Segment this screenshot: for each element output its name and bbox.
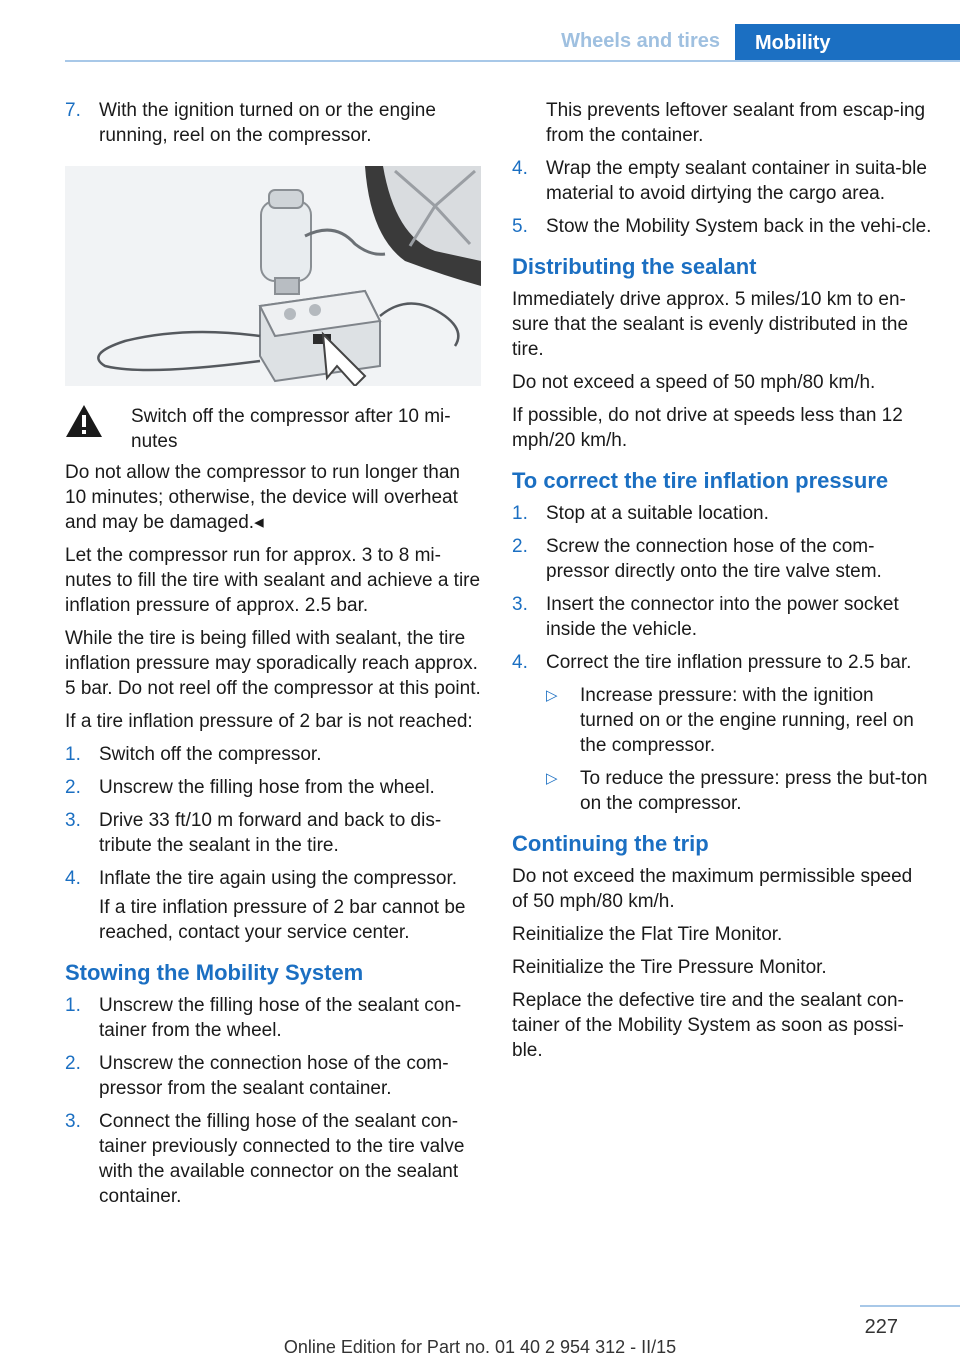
list-item bbox=[65, 1051, 481, 1101]
list-number: 2. bbox=[65, 1053, 81, 1074]
left-column bbox=[65, 98, 481, 1217]
list-item bbox=[512, 592, 932, 642]
list-number: 1. bbox=[65, 995, 81, 1016]
sub-list-item bbox=[546, 683, 932, 758]
list-number: 3. bbox=[65, 1111, 81, 1132]
footer-rule bbox=[860, 1305, 960, 1307]
list-text: With the ignition turned on or the engine running, reel on the compressor. bbox=[99, 100, 436, 146]
list-item bbox=[65, 808, 481, 858]
list-number: 4. bbox=[65, 868, 81, 889]
list-indent bbox=[512, 98, 546, 148]
list-text: Wrap the empty sealant container in suita-ble material to avoid dirtying the cargo area. bbox=[546, 158, 927, 204]
list-extra-text: If a tire inflation pressure of 2 bar cannot be reached, contact your service center. bbox=[99, 897, 466, 943]
sub-list-text: To reduce the pressure: press the but-ton on the compressor. bbox=[580, 768, 928, 814]
list-text: Unscrew the filling hose from the wheel. bbox=[99, 777, 435, 798]
paragraph: Replace the defective tire and the sealant con-tainer of the Mobility System as soon as possi-ble. bbox=[512, 990, 904, 1061]
list-item bbox=[512, 501, 932, 526]
list-item bbox=[512, 534, 932, 584]
paragraph: Reinitialize the Flat Tire Monitor. bbox=[512, 924, 783, 945]
paragraph: Do not exceed a speed of 50 mph/80 km/h. bbox=[512, 372, 876, 393]
paragraph: Immediately drive approx. 5 miles/10 km to en-sure that the sealant is evenly distributed in the tire. bbox=[512, 289, 909, 360]
list-item-body bbox=[99, 866, 481, 945]
list-item bbox=[65, 742, 481, 767]
numbered-list bbox=[65, 993, 481, 1209]
list-text: Drive 33 ft/10 m forward and back to dis-tribute the sealant in the tire. bbox=[99, 810, 442, 856]
paragraph: If possible, do not drive at speeds less than 12 mph/20 km/h. bbox=[512, 405, 903, 451]
heading-continuing: Continuing the trip bbox=[512, 831, 709, 856]
numbered-list bbox=[512, 501, 932, 816]
list-number: 1. bbox=[65, 744, 81, 765]
numbered-list bbox=[65, 742, 481, 945]
list-number: 3. bbox=[512, 594, 528, 615]
list-text: Stow the Mobility System back in the vehi-cle. bbox=[546, 216, 932, 237]
list-number: 2. bbox=[65, 777, 81, 798]
list-number: 4. bbox=[512, 158, 528, 179]
list-number: 4. bbox=[512, 652, 528, 673]
list-text: Unscrew the filling hose of the sealant con-tainer from the wheel. bbox=[99, 995, 462, 1041]
list-text: Stop at a suitable location. bbox=[546, 503, 769, 524]
heading-distributing: Distributing the sealant bbox=[512, 254, 757, 279]
list-item-body bbox=[546, 650, 932, 816]
list-text: Switch off the compressor. bbox=[99, 744, 322, 765]
warning-triangle-icon bbox=[65, 404, 103, 438]
list-item bbox=[65, 993, 481, 1043]
list-text: Screw the connection hose of the com-pressor directly onto the tire valve stem. bbox=[546, 536, 882, 582]
header-section-label: Wheels and tires bbox=[561, 30, 720, 52]
list-item bbox=[512, 650, 932, 816]
triangle-bullet-icon: ▷ bbox=[546, 687, 558, 704]
sub-list-text: Increase pressure: with the ignition turned on or the engine running, reel on the compressor. bbox=[580, 685, 914, 756]
list-number: 3. bbox=[65, 810, 81, 831]
list-text: This prevents leftover sealant from escap-ing from the container. bbox=[546, 100, 926, 146]
list-number: 7. bbox=[65, 100, 81, 121]
paragraph: Reinitialize the Tire Pressure Monitor. bbox=[512, 957, 827, 978]
list-item bbox=[65, 98, 481, 148]
list-item bbox=[512, 156, 932, 206]
sub-list-item bbox=[546, 766, 932, 816]
header-rule bbox=[65, 60, 960, 62]
list-item bbox=[65, 1109, 481, 1209]
warning-body: Do not allow the compressor to run longer than 10 minutes; otherwise, the device will overheat and may be damaged.◂ bbox=[65, 462, 460, 533]
list-text: Inflate the tire again using the compressor. bbox=[99, 868, 458, 889]
list-item bbox=[512, 214, 932, 239]
header-tab-mobility: Mobility bbox=[735, 24, 960, 62]
paragraph: Let the compressor run for approx. 3 to 8 mi-nutes to fill the tire with sealant and achieve a tire inflation pressure of approx. 2.5 bar. bbox=[65, 545, 481, 616]
list-number: 5. bbox=[512, 216, 528, 237]
list-text: Correct the tire inflation pressure to 2.5 bar. bbox=[546, 652, 912, 673]
page-number: 227 bbox=[864, 1316, 898, 1338]
heading-correct-pressure: To correct the tire inflation pressure bbox=[512, 468, 889, 493]
warning-title: Switch off the compressor after 10 mi-nutes bbox=[131, 406, 451, 452]
heading-stowing: Stowing the Mobility System bbox=[65, 960, 364, 985]
warning-block bbox=[65, 404, 481, 454]
triangle-bullet-icon: ▷ bbox=[546, 770, 558, 787]
list-item bbox=[65, 866, 481, 945]
list-number: 2. bbox=[512, 536, 528, 557]
list-continuation bbox=[512, 98, 932, 148]
paragraph: If a tire inflation pressure of 2 bar is not reached: bbox=[65, 711, 473, 732]
paragraph: Do not exceed the maximum permissible speed of 50 mph/80 km/h. bbox=[512, 866, 913, 912]
list-text: Unscrew the connection hose of the com-pressor from the sealant container. bbox=[99, 1053, 449, 1099]
list-item bbox=[65, 775, 481, 800]
compressor-illustration bbox=[65, 166, 481, 386]
right-column bbox=[512, 98, 932, 1071]
list-number: 1. bbox=[512, 503, 528, 524]
footer-edition: Online Edition for Part no. 01 40 2 954 312 - II/15 bbox=[283, 1337, 677, 1357]
list-text: Insert the connector into the power socket inside the vehicle. bbox=[546, 594, 899, 640]
paragraph: While the tire is being filled with sealant, the tire inflation pressure may sporadically reach approx. 5 bar. Do not reel off the compressor at this point. bbox=[65, 628, 481, 699]
list-text: Connect the filling hose of the sealant con-tainer previously connected to the tire valve with the available connector on the sealant container. bbox=[99, 1111, 465, 1207]
